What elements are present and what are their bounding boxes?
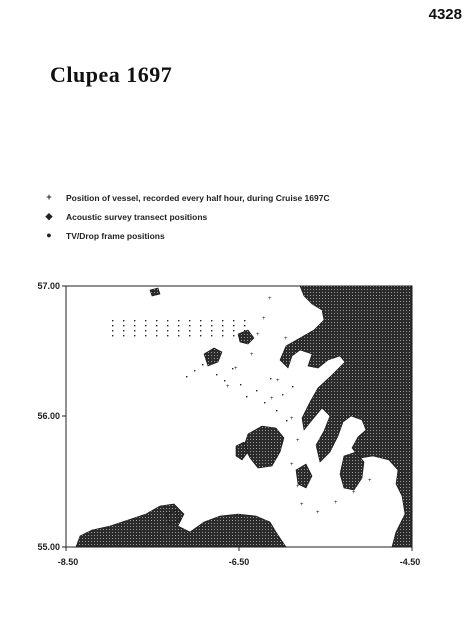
dot-marker-icon: ● [46, 230, 52, 240]
svg-text:+: + [234, 366, 238, 372]
svg-text:+: + [320, 386, 324, 392]
diamond-marker-icon: ◆ [45, 211, 53, 221]
svg-text:+: + [290, 462, 294, 468]
page-title: Clupea 1697 [50, 62, 173, 87]
page-number: 4328 [428, 6, 462, 23]
svg-text:+: + [270, 396, 274, 402]
lon-tick-label: -8.50 [57, 557, 79, 567]
svg-text:+: + [334, 500, 338, 506]
lon-tick-label: -4.50 [399, 557, 421, 567]
svg-text:+: + [296, 484, 300, 490]
lat-tick-label: 57.00 [37, 281, 60, 291]
legend-label: Position of vessel, recorded every half hour, during Cruise 1697C [66, 193, 330, 203]
legend-label: Acoustic survey transect positions [66, 212, 208, 222]
map-area [0, 270, 472, 580]
svg-text:+: + [352, 490, 356, 496]
plus-marker-icon: + [46, 192, 52, 202]
legend-label: TV/Drop frame positions [66, 231, 165, 241]
lat-tick-label: 56.00 [37, 411, 60, 421]
svg-text:+: + [300, 502, 304, 508]
svg-text:+: + [296, 438, 300, 444]
svg-text:+: + [276, 378, 280, 384]
svg-text:+: + [262, 316, 266, 322]
lon-tick-label: -6.50 [228, 557, 250, 567]
svg-text:+: + [250, 352, 254, 358]
svg-text:+: + [290, 416, 294, 422]
svg-text:+: + [226, 384, 230, 390]
svg-text:+: + [368, 478, 372, 484]
survey-map [0, 270, 472, 580]
lat-tick-label: 55.00 [37, 542, 60, 552]
svg-text:+: + [268, 296, 272, 302]
svg-text:+: + [284, 336, 288, 342]
svg-text:+: + [316, 510, 320, 516]
svg-text:+: + [256, 332, 260, 338]
